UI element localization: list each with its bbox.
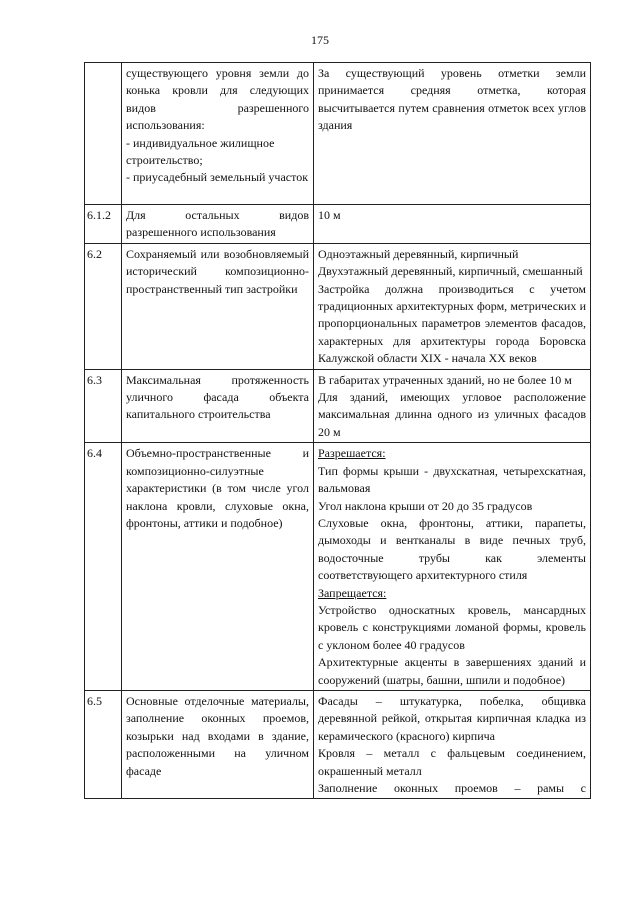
table-row (85, 369, 591, 443)
value-text: Угол наклона крыши от 20 до 35 градусов (318, 498, 533, 513)
regulations-table (84, 62, 591, 799)
parameter-cell: Максимальная протяженность уличного фасада объекта капитального строительства (122, 369, 314, 443)
value-text: 10 м (318, 208, 341, 222)
table-row (85, 443, 591, 691)
value-text: Архитектурные акценты в завершениях зданий и сооружений (шатры, башни, шпили и подобное) (318, 655, 586, 687)
value-text: Устройство односкатных кровель, мансардных кровель с конструкциями ломаной формы, кровель с уклоном более 40 градусов (318, 602, 586, 652)
value-text: Двухэтажный деревянный, кирпичный, смешанный (318, 264, 583, 279)
parameter-cell (122, 63, 314, 205)
parameter-cell: Для остальных видов разрешенного использования (122, 205, 314, 244)
value-cell (314, 63, 591, 205)
value-text: В габаритах утраченных зданий, но не более 10 м (318, 372, 572, 387)
value-cell (314, 205, 591, 244)
table-row (85, 243, 591, 369)
parameter-text: существующего уровня земли до конька кровли для следующих видов разрешенного использования: (126, 66, 309, 133)
row-number: 6.5 (85, 690, 122, 798)
value-text: Слуховые окна, фронтоны, аттики, парапеты, дымоходы и вентканалы в виде печных труб, водосточные трубы как элементы соответствующего архитектурного стиля (318, 515, 586, 583)
value-text: Одноэтажный деревянный, кирпичный (318, 246, 519, 261)
value-cell (314, 369, 591, 443)
table-row (85, 690, 591, 798)
value-text: За существующий уровень отметки земли принимается средняя отметка, которая высчитывается путем сравнения отметок всех углов здания (318, 66, 586, 133)
row-number: 6.4 (85, 443, 122, 691)
row-number: 6.2 (85, 243, 122, 369)
value-text: Фасады – штукатурка, побелка, общивка деревянной рейкой, открытая кирпичная кладка из керамического (красного) кирпича (318, 693, 586, 743)
forbidden-heading: Запрещается: (318, 585, 387, 600)
value-text: Для зданий, имеющих угловое расположение максимальная длинна одного из уличных фасадов 20 м (318, 390, 586, 439)
row-number: 6.3 (85, 369, 122, 443)
parameter-cell: Объемно-пространственные и композиционно-силуэтные характеристики (в том числе угол наклона кровли, слуховые окна, фронтоны, аттики и подобное) (122, 443, 314, 691)
parameter-cell: Сохраняемый или возобновляемый исторический композиционно-пространственный тип застройки (122, 243, 314, 369)
parameter-cell: Основные отделочные материалы, заполнение оконных проемов, козырьки над входами в здание, расположенными на уличном фасаде (122, 690, 314, 798)
table-row (85, 63, 591, 205)
value-cell (314, 690, 591, 798)
value-text: Тип формы крыши - двухскатная, четырехскатная, вальмовая (318, 463, 586, 496)
row-number: 6.1.2 (85, 205, 122, 244)
value-cell (314, 243, 591, 369)
page-number: 175 (311, 33, 329, 47)
table-row (85, 205, 591, 244)
row-number (85, 63, 122, 205)
value-text: Кровля – металл с фальцевым соединением, окрашенный металл (318, 746, 586, 778)
value-text: Заполнение оконных проемов – рамы с (318, 781, 586, 795)
value-cell (314, 443, 591, 691)
allowed-heading: Разрешается: (318, 446, 386, 461)
parameter-text: - приусадебный земельный участок (126, 170, 309, 185)
value-text: Застройка должна производиться с учетом традиционных архитектурных форм, метрических и пропорциональных параметров элементов фасадов, характерных для архитектуры города Боровска Калужской области XIX - начала XX веков (318, 281, 586, 366)
parameter-text: - индивидуальное жилищное строительство; (126, 135, 275, 168)
